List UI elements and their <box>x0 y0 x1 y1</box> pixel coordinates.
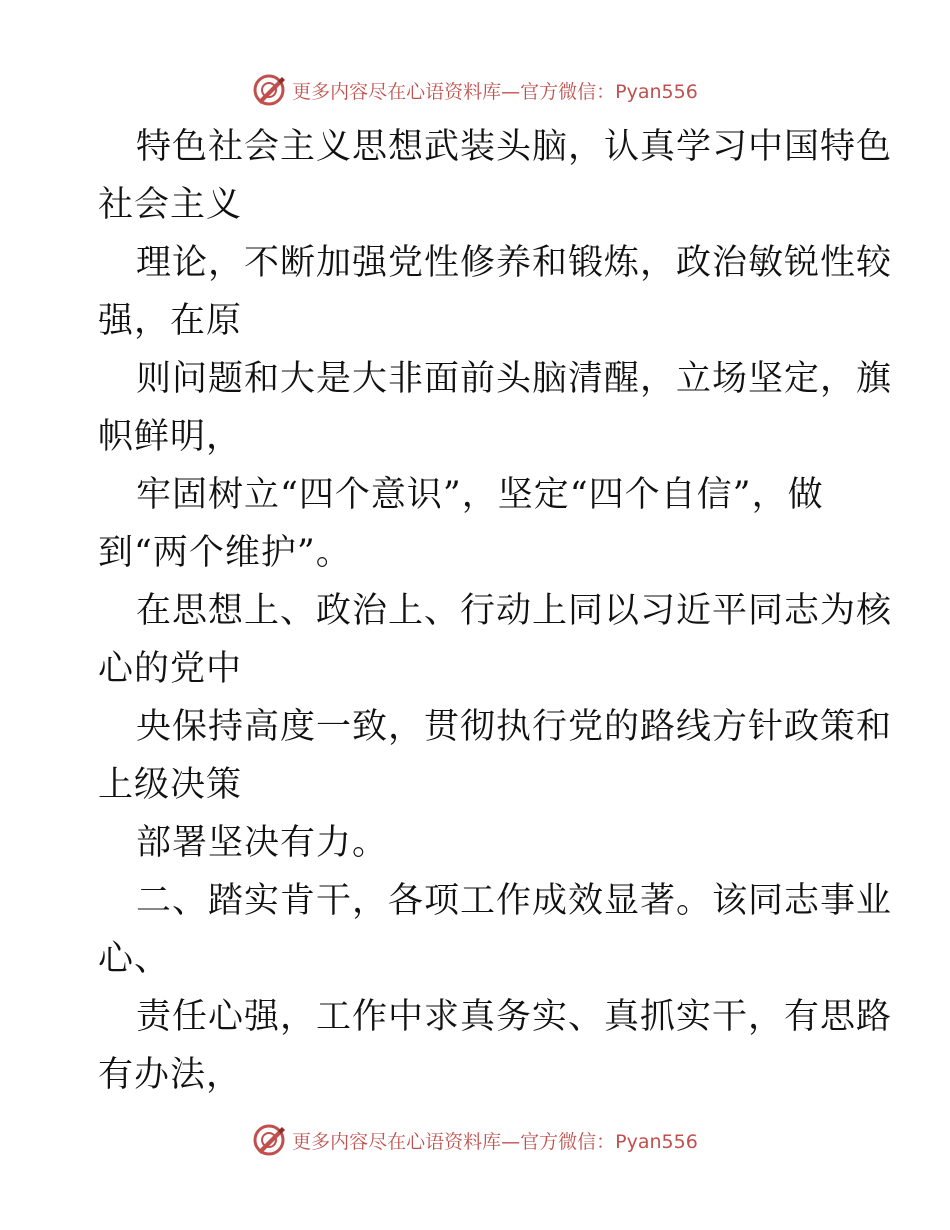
text-line: 央保持高度一致，贯彻执行党的路线方针政策和 <box>136 707 893 747</box>
text-line: 心、 <box>98 939 171 979</box>
text-line: 则问题和大是大非面前头脑清醒，立场坚定，旗 <box>136 359 893 399</box>
text-line: 帜鲜明， <box>98 417 243 457</box>
text-line: 牢固树立“四个意识”，坚定“四个自信”，做 <box>136 475 824 515</box>
footer-banner-handle: Pyan556 <box>615 1130 698 1153</box>
header-banner-handle: Pyan556 <box>615 80 698 103</box>
document-body <box>98 118 893 1104</box>
text-line: 二、踏实肯干，各项工作成效显著。该同志事业 <box>136 881 893 921</box>
pen-logo-icon <box>252 73 286 107</box>
text-line: 特色社会主义思想武装头脑，认真学习中国特色 <box>136 127 893 167</box>
text-line: 在思想上、政治上、行动上同以习近平同志为核 <box>136 591 893 631</box>
text-line: 责任心强，工作中求真务实、真抓实干，有思路 <box>136 997 893 1037</box>
text-line: 有办法， <box>98 1055 243 1095</box>
text-line: 理论，不断加强党性修养和锻炼，政治敏锐性较 <box>136 243 893 283</box>
footer-banner-text <box>292 1127 698 1154</box>
text-line: 上级决策 <box>98 765 243 805</box>
text-line: 社会主义 <box>98 185 243 225</box>
text-line: 强，在原 <box>98 301 243 341</box>
text-line: 心的党中 <box>98 649 243 689</box>
footer-banner <box>0 1120 950 1160</box>
header-banner-label: 更多内容尽在心语资料库—官方微信： <box>292 80 616 103</box>
text-line: 到“两个维护”。 <box>98 533 352 573</box>
footer-banner-label: 更多内容尽在心语资料库—官方微信： <box>292 1130 616 1153</box>
text-line: 部署坚决有力。 <box>136 823 389 863</box>
pen-logo-icon <box>252 1123 286 1157</box>
header-banner-text <box>292 77 698 104</box>
header-banner <box>0 70 950 110</box>
